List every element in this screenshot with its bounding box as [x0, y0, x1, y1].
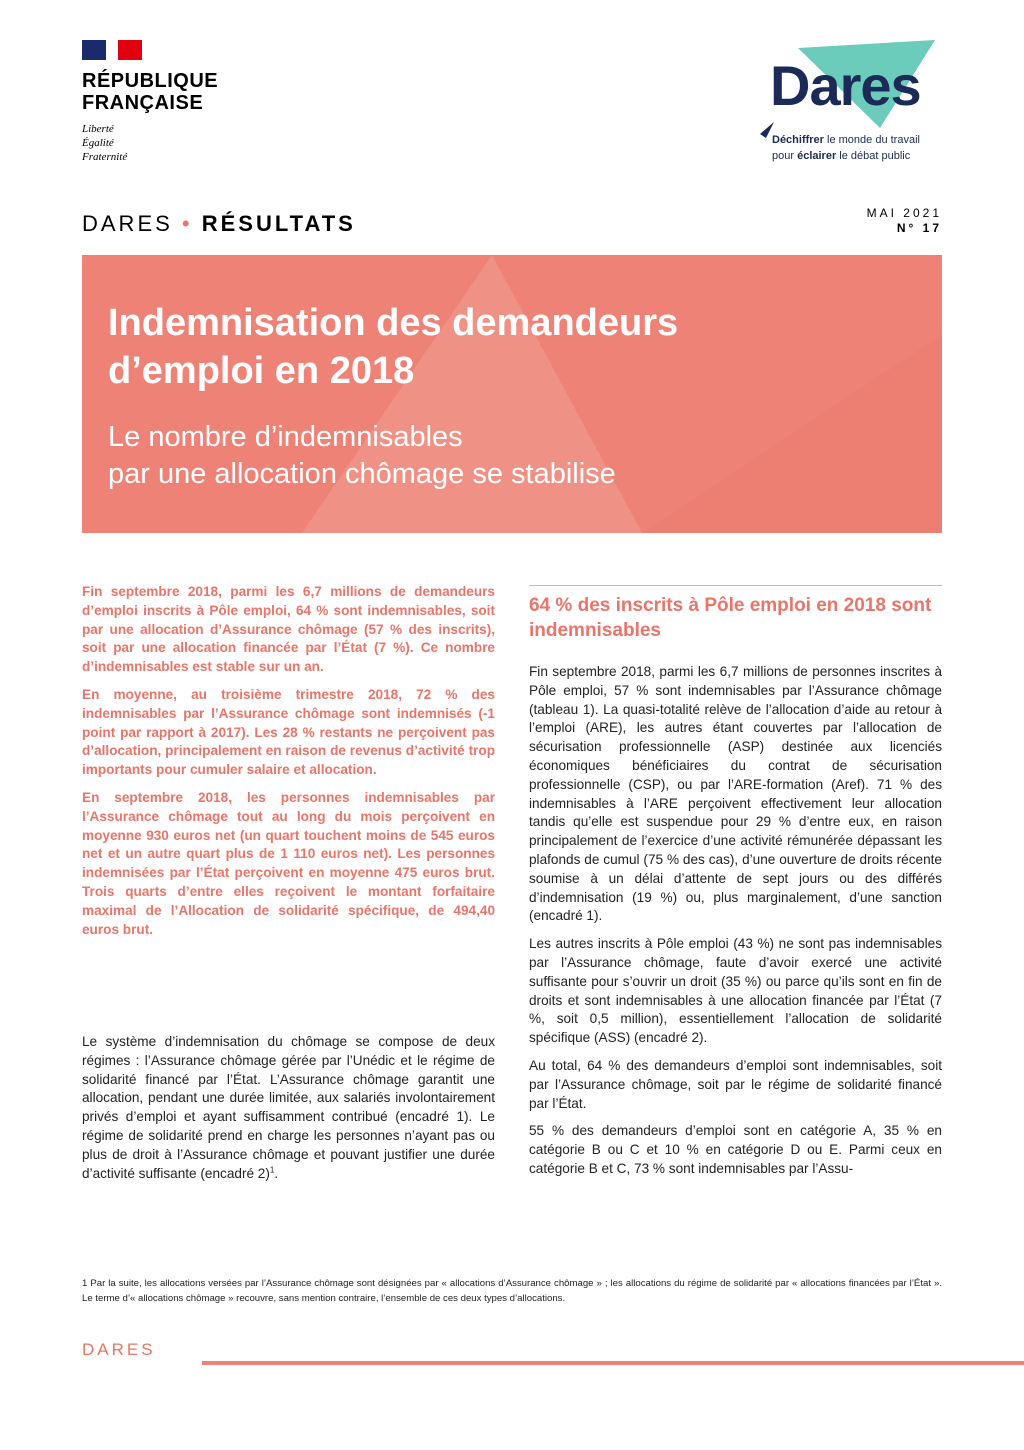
summary-paragraph: Fin septembre 2018, parmi les 6,7 millions de demandeurs d’emploi inscrits à Pôle emploi, 64 % sont indemnisables, soit par une allocation d’Assurance chômage (57 % des inscrits), soit par une allocation financée par l’État (7 %). Ce nombre d’indemnisables est stable sur un an.	[82, 584, 495, 675]
republique-francaise-logo	[82, 40, 282, 164]
summary-paragraph: En moyenne, au troisième trimestre 2018, 72 % des indemnisables par l’Assurance chômage sont indemnisés (-1 point par rapport à 2017). Les 28 % restants ne perçoivent pas d’allocation, principalement en raison de revenus d’activité trop importants pour cumuler salaire et allocation.	[82, 686, 495, 778]
section-heading: 64 % des inscrits à Pôle emploi en 2018 sont indemnisables	[529, 595, 932, 641]
issue-number: N° 17	[896, 221, 942, 235]
issue-info	[867, 206, 942, 236]
footer-label: DARES	[82, 1340, 156, 1359]
body-paragraph: Au total, 64 % des demandeurs d’emploi sont indemnisables, soit par l’Assurance chômage, soit par le régime de solidarité financé par l’État.	[529, 1057, 942, 1111]
dares-tagline: Déchiffrer le monde du travail pour éclairer le débat public	[772, 134, 920, 162]
rf-name-line2: FRANÇAISE	[82, 92, 204, 114]
section-divider	[529, 585, 942, 586]
footnote: 1 Par la suite, les allocations versées par l’Assurance chômage sont désignées par « allocations d’Assurance chômage » ; les allocations du régime de solidarité par « allocations financées par l’État ». Le terme d’« allocations chômage » recouvre, sans mention contraire, l’ensemble de ces deux types d’allocations.	[82, 1278, 942, 1304]
body-paragraph: Fin septembre 2018, parmi les 6,7 millions de personnes inscrites à Pôle emploi, 57 % sont indemnisables par l’Assurance chômage (tableau 1). La quasi-totalité relève de l’allocation d’aide au retour à l’emploi (ARE), les autres étant couvertes par l’allocation de sécurisation professionnelle (ASP) destinée aux licenciés économiques bénéficiaires du contrat de sécurisation professionnelle (CSP), ou par l’ARE-formation (Aref). 71 % des indemnisables à l’ARE perçoivent effectivement leur allocation tandis qu’elle est suspendue pour 29 % d’entre eux, en raison principalement de l’exercice d’une activité rémunérée dépassant les plafonds de cumul (75 % des cas), d’une ouverture de droits récente soumise à un délai d’attente de sept jours ou des différés d’indemnisation (19 %) ou, plus marginalement, d’une sanction (encadré 1).	[529, 664, 942, 924]
intro-paragraph: Le système d’indemnisation du chômage se compose de deux régimes : l’Assurance chômage gérée par l’Unédic et le régime de solidarité financé par l’État. L’Assurance chômage garantit une allocation, pendant une durée limitée, aux salariés involontairement privés d’emploi et ayant suffisamment contribué (encadré 1). Le régime de solidarité prend en charge les personnes n’ayant pas ou plus de droit à l’Assurance chômage et pouvant justifier une durée d’activité suffisante (encadré 2)$^1$.	[82, 1034, 495, 1181]
dares-logo	[760, 38, 950, 168]
section-column	[529, 585, 942, 1188]
rf-name-line1: RÉPUBLIQUE	[82, 70, 219, 92]
dares-wordmark: Dares	[770, 54, 921, 117]
summary-paragraph: En septembre 2018, les personnes indemnisables par l’Assurance chômage tout au long du mois perçoivent en moyenne 930 euros net (un quart touchent moins de 545 euros net et un autre quart plus de 1 110 euros net). Les personnes indemnisées par l’État perçoivent en moyenne 475 euros brut. Trois quarts d’entre elles reçoivent le montant forfaitaire maximal de l’Allocation de solidarité spécifique, de 494,40 euros brut.	[82, 789, 495, 937]
body-paragraph: 55 % des demandeurs d’emploi sont en catégorie A, 35 % en catégorie B ou C et 10 % en catégorie D ou E. Parmi ceux en catégorie B et C, 73 % sont indemnisables par l’Assu-	[529, 1123, 942, 1176]
rf-motto	[82, 122, 282, 164]
motto-liberte: Liberté	[82, 123, 114, 135]
page-subtitle: Le nombre d’indemnisables par une allocation chômage se stabilise	[108, 421, 616, 490]
footnote-ref: 1	[269, 1165, 275, 1175]
footer-rule	[202, 1361, 1024, 1365]
summary-column	[82, 583, 495, 948]
french-flag-icon	[82, 40, 142, 60]
issue-date: MAI 2021	[866, 206, 942, 220]
series-label	[82, 211, 356, 237]
body-paragraph: Les autres inscrits à Pôle emploi (43 %) ne sont pas indemnisables par l’Assurance chômage, faute d’avoir exercé une activité suffisante pour s’ouvrir un droit (35 %) ou parce qu’ils sont en fin de droits et sont indemnisables à une allocation financée par l’État (7 %, soit 0,5 million), essentiellement l’allocation de solidarité spécifique (ASS) (encadré 2).	[529, 936, 942, 1046]
series-dares: DARES	[82, 211, 173, 236]
title-banner	[82, 255, 942, 533]
motto-egalite: Égalité	[82, 137, 114, 149]
series-resultats: RÉSULTATS	[201, 211, 356, 236]
page-title: Indemnisation des demandeurs d’emploi en 2018	[108, 302, 679, 392]
series-dot: •	[181, 211, 193, 236]
motto-fraternite: Fraternité	[82, 151, 128, 163]
rf-name	[82, 70, 282, 114]
